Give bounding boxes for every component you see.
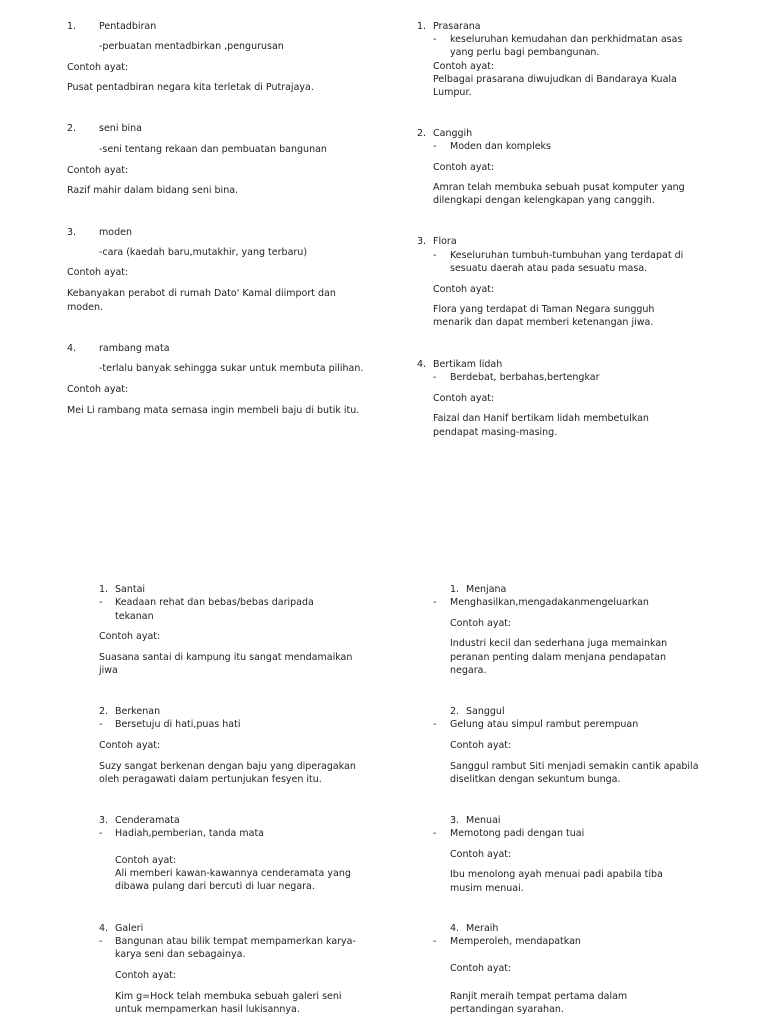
example-text: Ali memberi kawan-kawannya cenderamata yang <box>115 868 351 879</box>
entry-term: Flora <box>433 236 457 247</box>
entry-term: Menjana <box>466 584 507 595</box>
entry-term: Bertikam lidah <box>433 359 503 370</box>
vocab-entry <box>417 236 747 336</box>
definition-bullet: - <box>433 372 437 383</box>
entry-term: Galeri <box>115 923 144 934</box>
example-label: Contoh ayat: <box>450 963 512 974</box>
definition-bullet: - <box>433 141 437 152</box>
example-text: Razif mahir dalam bidang seni bina. <box>67 185 239 196</box>
entry-number: 4. <box>450 923 460 934</box>
example-text: untuk mempamerkan hasil lukisannya. <box>115 1004 300 1015</box>
definition-text: Bersetuju di hati,puas hati <box>115 719 241 730</box>
example-text: pertandingan syarahan. <box>450 1004 564 1015</box>
example-label: Contoh ayat: <box>67 384 129 395</box>
example-text: moden. <box>67 302 103 313</box>
definition-text: Moden dan kompleks <box>450 141 552 152</box>
entry-term: rambang mata <box>99 343 170 354</box>
definition-bullet: - <box>433 250 437 261</box>
example-label: Contoh ayat: <box>99 740 161 751</box>
entry-term: Prasarana <box>433 21 481 32</box>
example-label: Contoh ayat: <box>67 165 129 176</box>
example-label: Contoh ayat: <box>115 970 177 981</box>
definition-text: Memotong padi dengan tuai <box>450 828 585 839</box>
definition-bullet: - <box>99 597 103 608</box>
definition-bullet: - <box>433 597 437 608</box>
example-text: Lumpur. <box>433 87 472 98</box>
vocab-section-bottom-left <box>99 584 409 1016</box>
vocab-section-top-right <box>417 21 747 451</box>
entry-number: 1. <box>417 21 427 32</box>
example-text: Pusat pentadbiran negara kita terletak di Putrajaya. <box>67 82 314 93</box>
definition-text: Menghasilkan,mengadakanmengeluarkan <box>450 597 649 608</box>
example-text: Kim g=Hock telah membuka sebuah galeri seni <box>115 991 342 1002</box>
entry-term: Menuai <box>466 815 501 826</box>
entry-number: 4. <box>417 359 427 370</box>
definition-text: Hadiah,pemberian, tanda mata <box>115 828 264 839</box>
definition-bullet: - <box>99 719 103 730</box>
vocab-entry <box>417 359 747 459</box>
example-text: dilengkapi dengan kelengkapan yang canggih. <box>433 195 655 206</box>
example-label: Contoh ayat: <box>450 849 512 860</box>
example-text: Amran telah membuka sebuah pusat komputer yang <box>433 182 685 193</box>
example-text: pendapat masing-masing. <box>433 427 558 438</box>
example-label: Contoh ayat: <box>450 618 512 629</box>
vocab-entry <box>99 815 409 915</box>
definition-text: karya seni dan sebagainya. <box>115 949 246 960</box>
definition-text: Berdebat, berbahas,bertengkar <box>450 372 600 383</box>
example-label: Contoh ayat: <box>115 855 177 866</box>
example-text: oleh peragawati dalam pertunjukan fesyen itu. <box>99 774 322 785</box>
definition-bullet: - <box>99 936 103 947</box>
entry-number: 3. <box>450 815 460 826</box>
entry-number: 3. <box>67 227 77 238</box>
example-label: Contoh ayat: <box>433 162 495 173</box>
entry-number: 1. <box>99 584 109 595</box>
entry-term: moden <box>99 227 132 238</box>
definition-text: -seni tentang rekaan dan pembuatan bangunan <box>99 144 327 155</box>
vocab-entry <box>67 21 387 121</box>
entry-number: 4. <box>67 343 77 354</box>
vocab-entry <box>417 128 747 228</box>
example-label: Contoh ayat: <box>67 267 129 278</box>
definition-text: sesuatu daerah atau pada sesuatu masa. <box>450 263 648 274</box>
example-text: Suasana santai di kampung itu sangat mendamaikan <box>99 652 353 663</box>
definition-bullet: - <box>99 828 103 839</box>
definition-text: yang perlu bagi pembangunan. <box>450 47 600 58</box>
example-text: Flora yang terdapat di Taman Negara sungguh <box>433 304 655 315</box>
vocab-entry <box>433 815 753 915</box>
vocab-entry <box>67 227 387 327</box>
example-text: negara. <box>450 665 487 676</box>
entry-term: seni bina <box>99 123 142 134</box>
entry-term: Cenderamata <box>115 815 180 826</box>
entry-term: Berkenan <box>115 706 161 717</box>
example-text: Ranjit meraih tempat pertama dalam <box>450 991 628 1002</box>
definition-text: Keadaan rehat dan bebas/bebas daripada <box>115 597 314 608</box>
entry-term: Santai <box>115 584 146 595</box>
example-text: Ibu menolong ayah menuai padi apabila tiba <box>450 869 663 880</box>
definition-bullet: - <box>433 936 437 947</box>
example-text: jiwa <box>99 665 118 676</box>
example-text: Sanggul rambut Siti menjadi semakin cantik apabila <box>450 761 699 772</box>
example-text: peranan penting dalam menjana pendapatan <box>450 652 667 663</box>
vocab-entry <box>99 706 409 806</box>
entry-number: 4. <box>99 923 109 934</box>
entry-term: Canggih <box>433 128 473 139</box>
example-label: Contoh ayat: <box>450 740 512 751</box>
definition-bullet: - <box>433 34 437 45</box>
definition-text: -terlalu banyak sehingga sukar untuk membuta pilihan. <box>99 363 364 374</box>
example-label: Contoh ayat: <box>99 631 161 642</box>
vocab-entry <box>99 584 409 684</box>
example-text: Faizal dan Hanif bertikam lidah membetulkan <box>433 413 649 424</box>
example-text: menarik dan dapat memberi ketenangan jiwa. <box>433 317 654 328</box>
definition-text: Memperoleh, mendapatkan <box>450 936 581 947</box>
definition-text: tekanan <box>115 611 154 622</box>
entry-number: 1. <box>450 584 460 595</box>
example-label: Contoh ayat: <box>433 61 495 72</box>
example-text: musim menuai. <box>450 883 524 894</box>
entry-term: Meraih <box>466 923 499 934</box>
example-text: Mei Li rambang mata semasa ingin membeli baju di butik itu. <box>67 405 360 416</box>
entry-number: 3. <box>417 236 427 247</box>
definition-bullet: - <box>433 719 437 730</box>
definition-text: Keseluruhan tumbuh-tumbuhan yang terdapat di <box>450 250 684 261</box>
example-label: Contoh ayat: <box>433 284 495 295</box>
example-text: dibawa pulang dari bercuti di luar negara. <box>115 881 315 892</box>
vocab-entry <box>433 923 753 1023</box>
definition-bullet: - <box>433 828 437 839</box>
definition-text: -perbuatan mentadbirkan ,pengurusan <box>99 41 284 52</box>
vocab-section-bottom-right <box>433 584 753 1016</box>
example-text: Suzy sangat berkenan dengan baju yang diperagakan <box>99 761 356 772</box>
definition-text: Bangunan atau bilik tempat mempamerkan karya- <box>115 936 356 947</box>
entry-number: 1. <box>67 21 77 32</box>
example-text: Industri kecil dan sederhana juga memainkan <box>450 638 668 649</box>
example-text: Pelbagai prasarana diwujudkan di Bandaraya Kuala <box>433 74 677 85</box>
definition-text: keseluruhan kemudahan dan perkhidmatan asas <box>450 34 683 45</box>
vocab-entry <box>433 584 753 684</box>
example-label: Contoh ayat: <box>67 62 129 73</box>
definition-text: Gelung atau simpul rambut perempuan <box>450 719 639 730</box>
entry-number: 2. <box>417 128 427 139</box>
entry-term: Sanggul <box>466 706 505 717</box>
example-label: Contoh ayat: <box>433 393 495 404</box>
entry-number: 3. <box>99 815 109 826</box>
definition-text: -cara (kaedah baru,mutakhir, yang terbaru) <box>99 247 308 258</box>
vocab-section-top-left <box>67 21 387 441</box>
vocab-entry <box>433 706 753 806</box>
entry-number: 2. <box>67 123 77 134</box>
entry-number: 2. <box>450 706 460 717</box>
vocab-entry <box>67 123 387 223</box>
example-text: Kebanyakan perabot di rumah Dato' Kamal diimport dan <box>67 288 336 299</box>
vocab-entry <box>417 21 747 121</box>
entry-number: 2. <box>99 706 109 717</box>
vocab-entry <box>99 923 409 1023</box>
example-text: diselitkan dengan sekuntum bunga. <box>450 774 621 785</box>
vocab-entry <box>67 343 387 443</box>
entry-term: Pentadbiran <box>99 21 157 32</box>
